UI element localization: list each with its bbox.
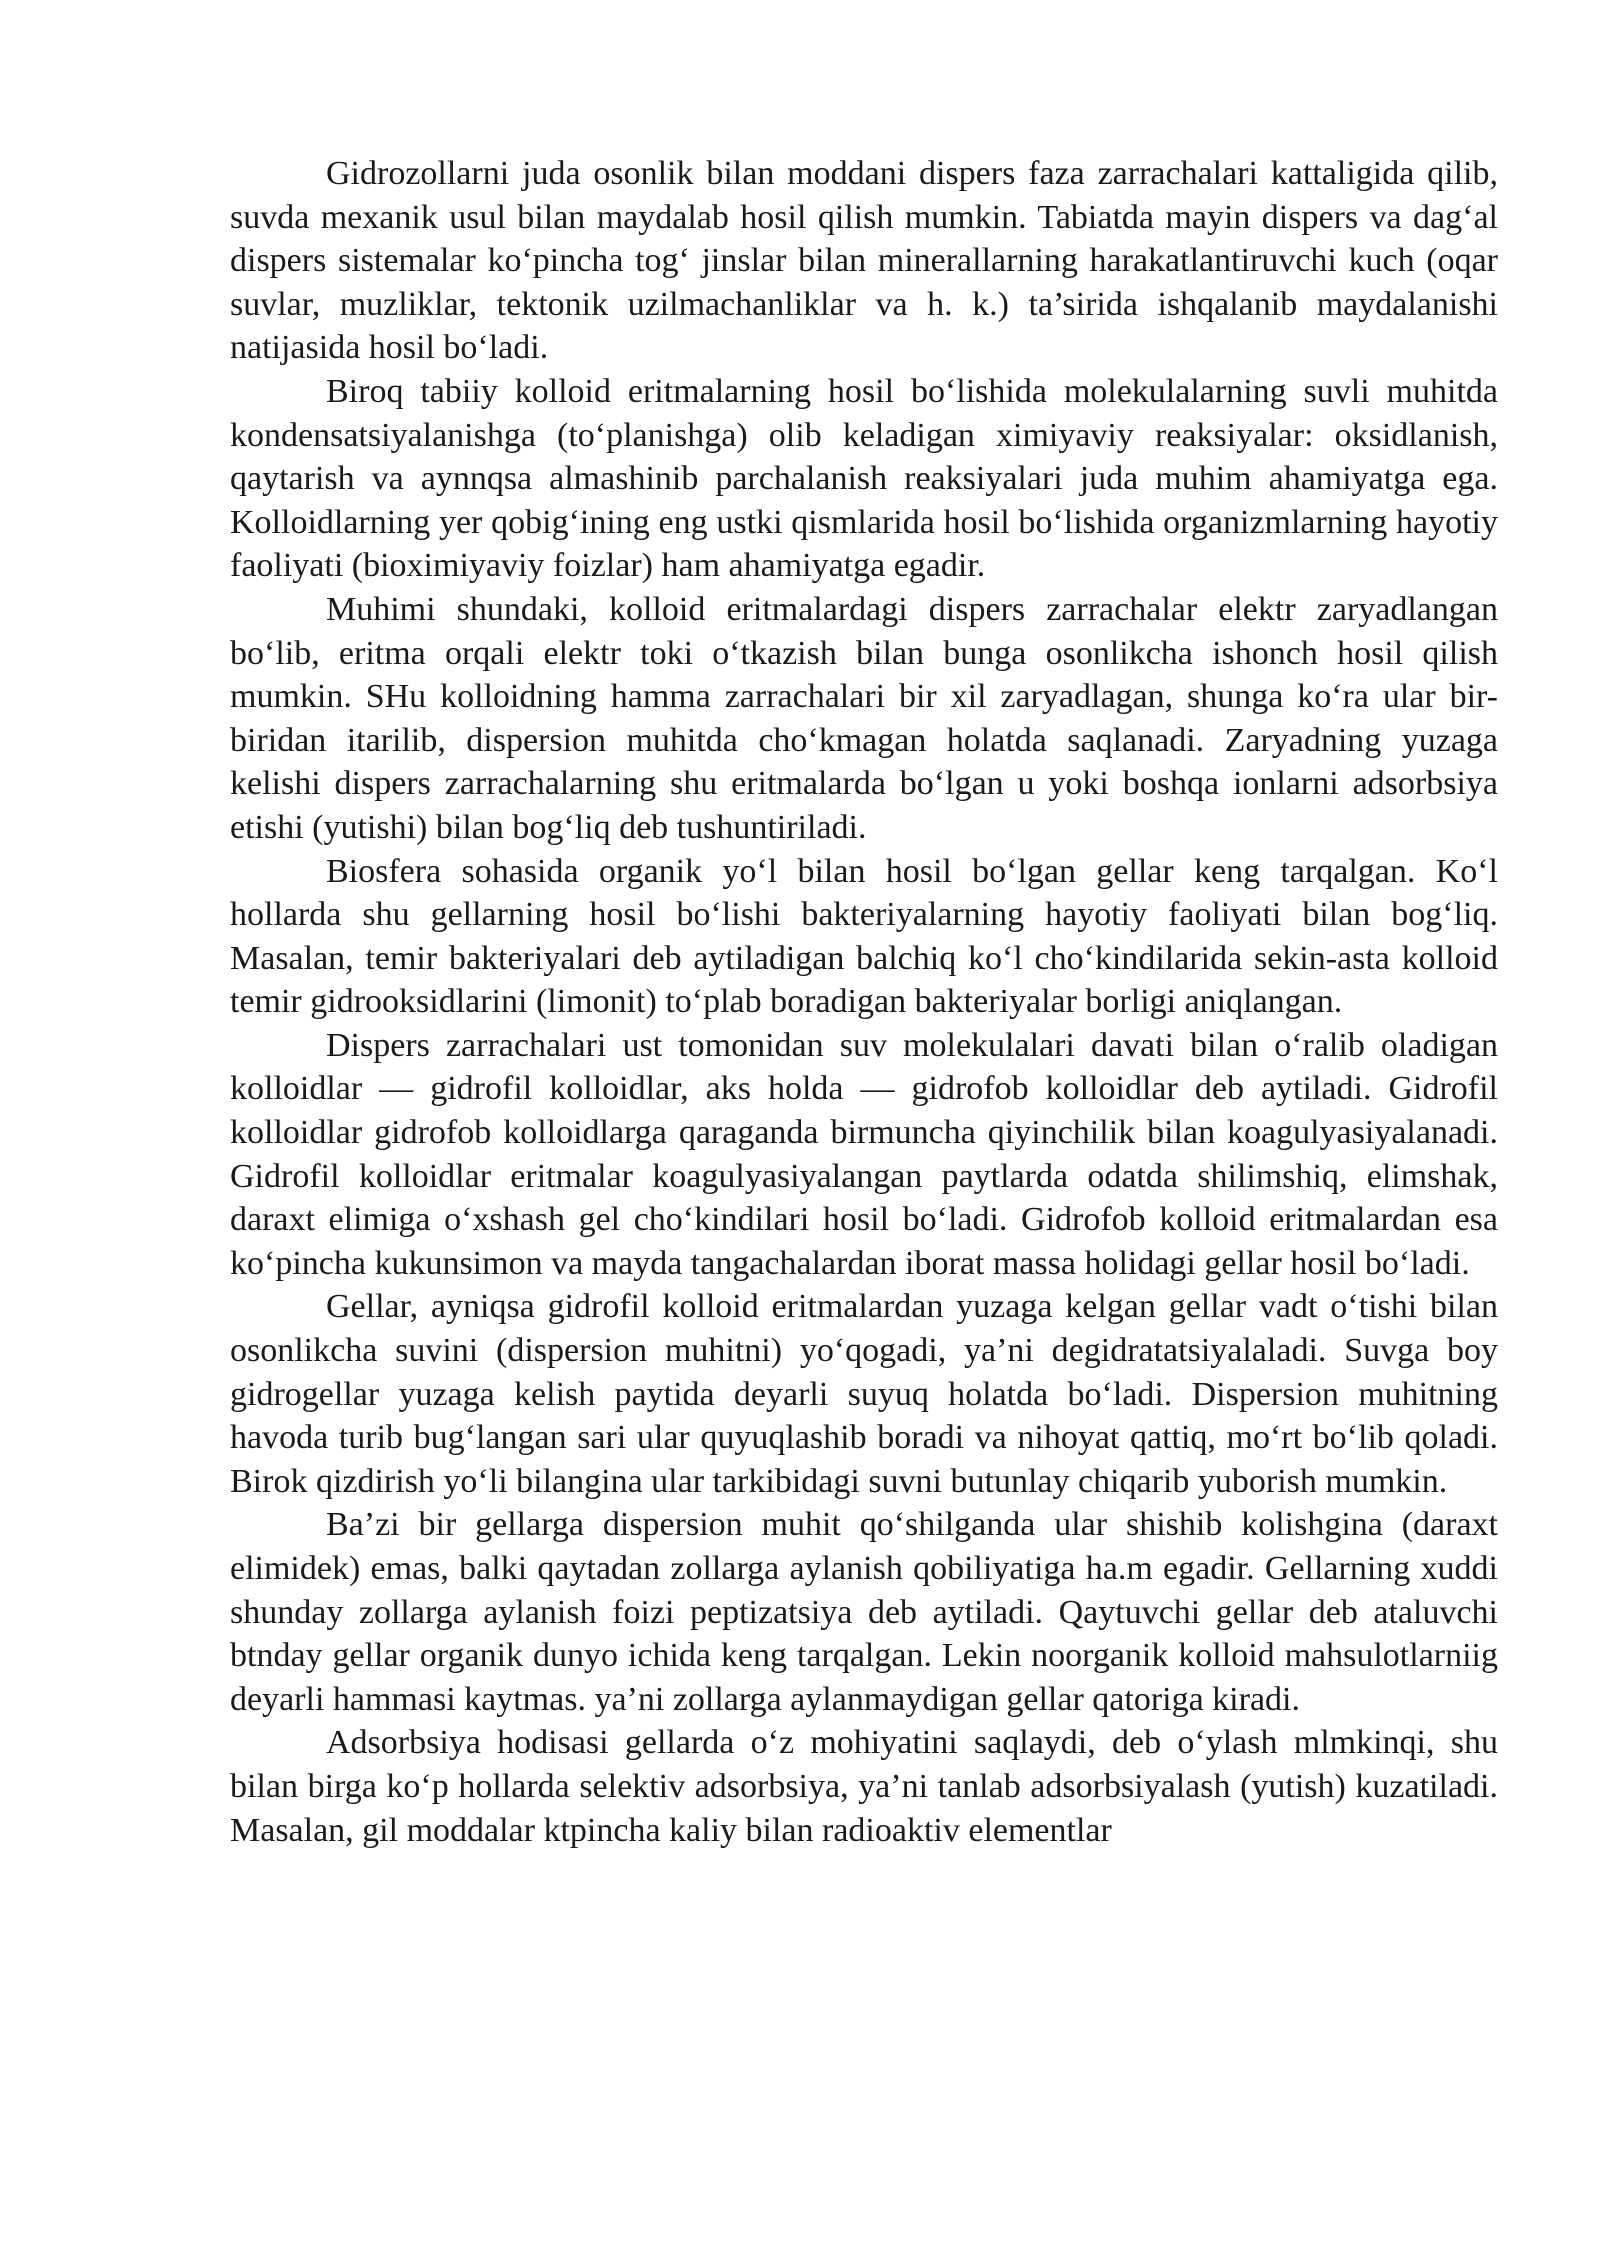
paragraph: Dispers zarrachalari ust tomonidan suv molekulalari davati bilan o‘ralib oladigan kolloidlar — gidrofil kolloidlar, aks holda — gidrofob kolloidlar deb aytiladi. Gidrofil kolloidlar gidrofob kolloidlarga qaraganda birmuncha qiyinchilik bilan koagulyasiyalanadi. Gidrofil kolloidlar eritmalar koagulyasiyalangan paytlarda odatda shilimshiq, elimshak, daraxt elimiga o‘xshash gel cho‘kindilari hosil bo‘ladi. Gidrofob kolloid eritmalardan esa ko‘pincha kukunsimon va mayda tangachalardan iborat massa holidagi gellar hosil bo‘ladi.	[230, 1026, 1498, 1282]
document-page	[230, 152, 1498, 1852]
paragraph: Muhimi shundaki, kolloid eritmalardagi dispers zarrachalar elektr zaryadlangan bo‘lib, eritma orqali elektr toki o‘tkazish bilan bunga osonlikcha ishonch hosil qilish mumkin. SHu kolloidning hamma zarrachalari bir xil zaryadlagan, shunga ko‘ra ular bir-biridan itarilib, dispersion muhitda cho‘kmagan holatda saqlanadi. Zaryadning yuzaga kelishi dispers zarrachalarning shu eritmalarda bo‘lgan u yoki boshqa ionlarni adsorbsiya etishi (yutishi) bilan bog‘liq deb tushuntiriladi.	[230, 590, 1498, 846]
paragraph: Adsorbsiya hodisasi gellarda o‘z mohiyatini saqlaydi, deb o‘ylash mlmkinqi, shu bilan birga ko‘p hollarda selektiv adsorbsiya, ya’ni tanlab adsorbsiyalash (yutish) kuzatiladi. Masalan, gil moddalar ktpincha kaliy bilan radioaktiv elementlar	[230, 1724, 1498, 1849]
paragraph: Gidrozollarni juda osonlik bilan moddani dispers faza zarrachalari kattaligida qilib, suvda mexanik usul bilan maydalab hosil qilish mumkin. Tabiatda mayin dispers va dag‘al dispers sistemalar ko‘pincha tog‘ jinslar bilan minerallarning harakatlantiruvchi kuch (oqar suvlar, muzliklar, tektonik uzilmachanliklar va h. k.) ta’sirida ishqalanib maydalanishi natijasida hosil bo‘ladi.	[230, 155, 1498, 367]
paragraph: Ba’zi bir gellarga dispersion muhit qo‘shilganda ular shishib kolishgina (daraxt elimidek) emas, balki qaytadan zollarga aylanish qobiliyatiga ha.m egadir. Gellarning xuddi shunday zollarga aylanish foizi peptizatsiya deb aytiladi. Qaytuvchi gellar deb ataluvchi btnday gellar organik dunyo ichida keng tarqalgan. Lekin noorganik kolloid mahsulotlarniig deyarli hammasi kaytmas. ya’ni zollarga aylanmaydigan gellar qatoriga kiradi.	[230, 1506, 1498, 1718]
paragraph: Gellar, ayniqsa gidrofil kolloid eritmalardan yuzaga kelgan gellar vadt o‘tishi bilan osonlikcha suvini (dispersion muhitni) yo‘qogadi, ya’ni degidratatsiyalaladi. Suvga boy gidrogellar yuzaga kelish paytida deyarli suyuq holatda bo‘ladi. Dispersion muhitning havoda turib bug‘langan sari ular quyuqlashib boradi va nihoyat qattiq, mo‘rt bo‘lib qoladi. Birok qizdirish yo‘li bilangina ular tarkibidagi suvni butunlay chiqarib yuborish mumkin.	[230, 1288, 1498, 1500]
paragraph: Biroq tabiiy kolloid eritmalarning hosil bo‘lishida molekulalarning suvli muhitda kondensatsiyalanishga (to‘planishga) olib keladigan ximiyaviy reaksiyalar: oksidlanish, qaytarish va aynnqsa almashinib parchalanish reaksiyalari juda muhim ahamiyatga ega. Kolloidlarning yer qobig‘ining eng ustki qismlarida hosil bo‘lishida organizmlarning hayotiy faoliyati (bioximiyaviy foizlar) ham ahamiyatga egadir.	[230, 372, 1498, 585]
paragraph: Biosfera sohasida organik yo‘l bilan hosil bo‘lgan gellar keng tarqalgan. Ko‘l hollarda shu gellarning hosil bo‘lishi bakteriyalarning hayotiy faoliyati bilan bog‘liq. Masalan, temir bakteriyalari deb aytiladigan balchiq ko‘l cho‘kindilarida sekin-asta kolloid temir gidrooksidlarini (limonit) to‘plab boradigan bakteriyalar borligi aniqlangan.	[230, 852, 1498, 1021]
